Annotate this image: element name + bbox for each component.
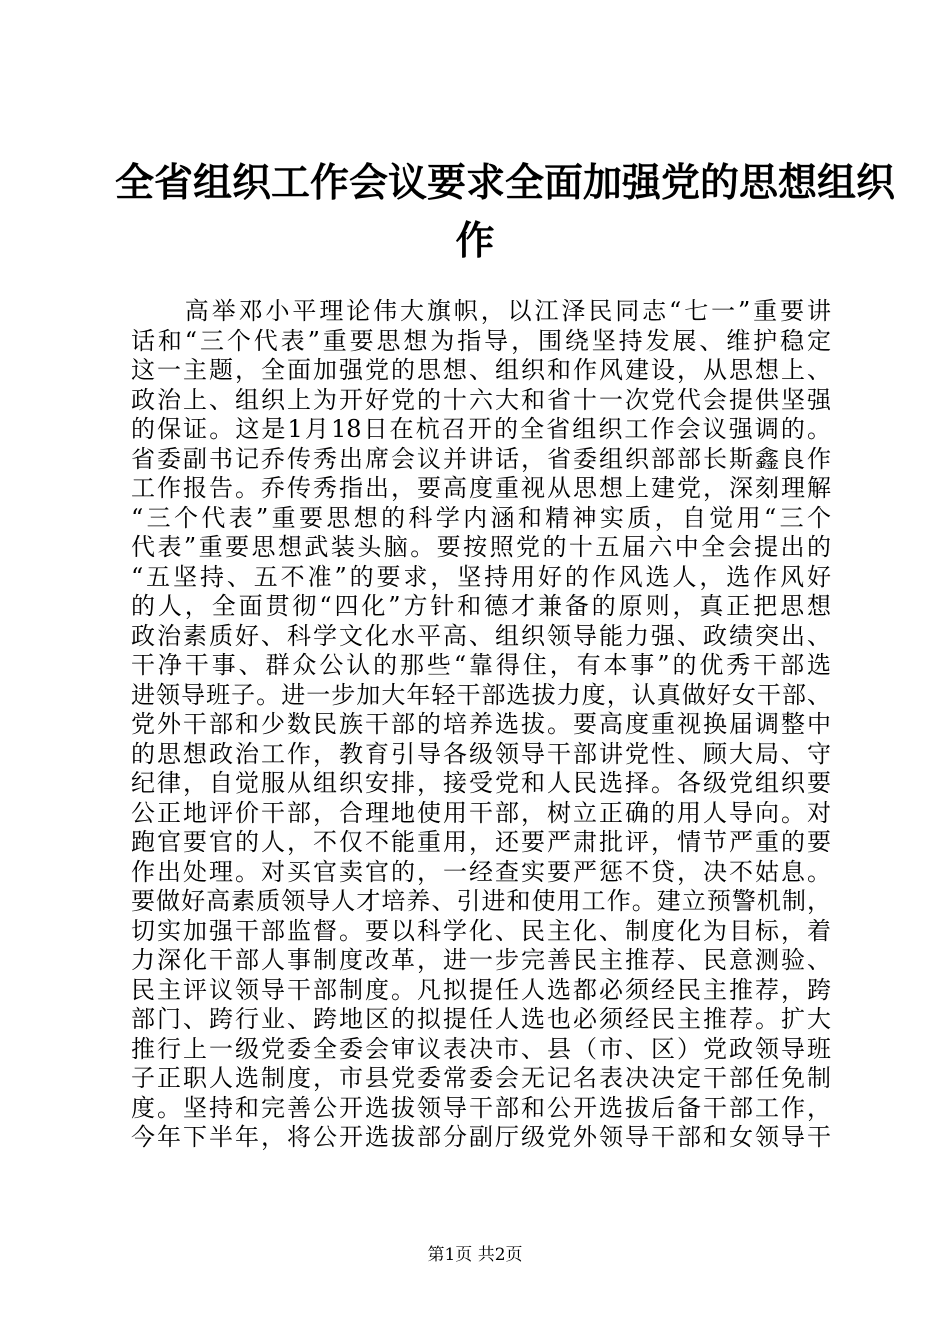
- body-line: 干净干事、群众公认的那些“靠得住，有本事”的优秀干部选: [131, 651, 831, 679]
- body-line: 高举邓小平理论伟大旗帜，以江泽民同志“七一”重要讲: [131, 297, 831, 325]
- body-line: 这一主题，全面加强党的思想、组织和作风建设，从思想上、: [131, 356, 831, 384]
- document-body: [131, 297, 831, 1153]
- body-line: 力深化干部人事制度改革，进一步完善民主推荐、民意测验、: [131, 946, 831, 974]
- document-title-line-2: 作: [455, 219, 495, 264]
- body-line: 今年下半年，将公开选拔部分副厅级党外领导干部和女领导干: [131, 1123, 831, 1151]
- body-line: 的思想政治工作，教育引导各级领导干部讲党性、顾大局、守: [131, 739, 831, 768]
- body-line: 切实加强干部监督。要以科学化、民主化、制度化为目标，着: [131, 916, 831, 945]
- body-line: 的保证。这是1月18日在杭召开的全省组织工作会议强调的。: [131, 415, 831, 443]
- body-line: 跑官要官的人，不仅不能重用，还要严肃批评，情节严重的要: [131, 828, 831, 856]
- body-line: 纪律，自觉服从组织安排，接受党和人民选择。各级党组织要: [131, 769, 831, 797]
- body-line: 代表”重要思想武装头脑。要按照党的十五届六中全会提出的: [131, 533, 831, 561]
- body-line: 工作报告。乔传秀指出，要高度重视从思想上建党，深刻理解: [131, 474, 831, 502]
- body-line: 政治上、组织上为开好党的十六大和省十一次党代会提供坚强: [131, 385, 831, 414]
- body-line: “五坚持、五不准”的要求，坚持用好的作风选人，选作风好: [131, 562, 831, 591]
- body-line: 子正职人选制度，市县党委常委会无记名表决决定干部任免制: [131, 1064, 831, 1092]
- body-line: 省委副书记乔传秀出席会议并讲话，省委组织部部长斯鑫良作: [131, 444, 831, 473]
- body-line: 民主评议领导干部制度。凡拟提任人选都必须经民主推荐，跨: [131, 975, 831, 1004]
- body-line: 的人，全面贯彻“四化”方针和德才兼备的原则，真正把思想: [131, 592, 831, 620]
- page-footer: 第1页 共2页: [427, 1245, 523, 1265]
- body-line: 话和“三个代表”重要思想为指导，围绕坚持发展、维护稳定: [131, 326, 831, 355]
- document-title-line-1: 全省组织工作会议要求全面加强党的思想组织: [115, 161, 896, 206]
- body-line: 政治素质好、科学文化水平高、组织领导能力强、政绩突出、: [131, 621, 831, 650]
- body-line: 推行上一级党委全委会审议表决市、县（市、区）党政领导班: [131, 1034, 831, 1063]
- body-line: 要做好高素质领导人才培养、引进和使用工作。建立预警机制，: [131, 887, 831, 915]
- body-line: 公正地评价干部，合理地使用干部，树立正确的用人导向。对: [131, 798, 831, 827]
- body-line: 作出处理。对买官卖官的，一经查实要严惩不贷，决不姑息。: [131, 857, 831, 886]
- body-line: “三个代表”重要思想的科学内涵和精神实质，自觉用“三个: [131, 503, 831, 532]
- body-line: 进领导班子。进一步加大年轻干部选拔力度，认真做好女干部、: [131, 680, 831, 709]
- body-line: 部门、跨行业、跨地区的拟提任人选也必须经民主推荐。扩大: [131, 1005, 831, 1033]
- body-line: 度。坚持和完善公开选拔领导干部和公开选拔后备干部工作，: [131, 1093, 831, 1122]
- body-line: 党外干部和少数民族干部的培养选拔。要高度重视换届调整中: [131, 710, 831, 738]
